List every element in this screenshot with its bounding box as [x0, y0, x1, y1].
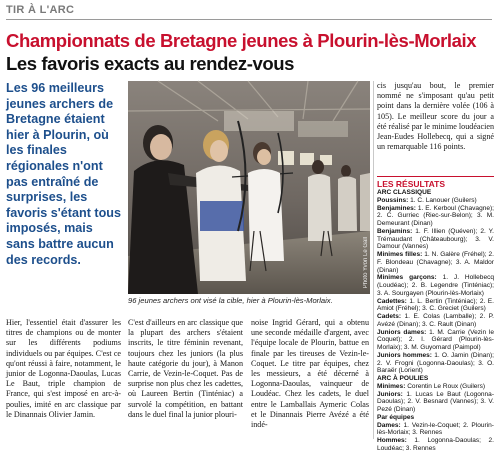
- result-ranking: 1. E. Kerboul (Chavagne); 2. C. Gurriec (Riec-sur-Belon); 3. M. Demeurant (Dinan): [377, 204, 494, 227]
- result-category-label: Benjamins:: [377, 227, 413, 235]
- result-ranking: 1. O. Jamin (Dinan); 2. V. Frogni (Logonna-Daoulas); 3. O. Baraër (Lorient): [377, 351, 494, 375]
- result-entry: [377, 437, 494, 453]
- results-title: LES RÉSULTATS: [377, 176, 494, 189]
- result-category-label: Cadettes:: [377, 297, 407, 305]
- result-entry: [377, 391, 494, 414]
- result-entry: [377, 251, 494, 274]
- results-heading-classique: ARC CLASSIQUE: [377, 189, 432, 196]
- result-ranking: 1. Vezin-le-Coquet; 2. Plourin-lès-Morlaix; 3. Rennes: [377, 421, 494, 437]
- results-classique-list: [377, 197, 494, 375]
- result-entry: [377, 422, 494, 438]
- photo-caption: 96 jeunes archers ont visé la cible, hier à Plourin-lès-Morlaix.: [128, 296, 333, 305]
- results-box: [377, 189, 495, 452]
- results-equipes-list: [377, 422, 494, 453]
- result-category-label: Dames:: [377, 421, 401, 429]
- result-ranking: 1. C. Lanouer (Guilers): [408, 196, 477, 204]
- result-category-label: Minimes:: [377, 382, 406, 390]
- result-entry: [377, 274, 494, 297]
- result-ranking: 1. J. Hollebecq (Loudéac); 2. B. Legendre (Tinténiac); 3. A. Sourgayen (Plourin-lès-Morlaix): [377, 274, 494, 297]
- article-body-column-1: Hier, l'essentiel était d'assurer les titres de champions ou de monter sur les différents podiums individuels ou par équipes. C'est ce qu'ont réussi à faire, notamment, le junior de Logonna-Daoulas, Lucas Le Baut, triple champion de France, qui s'est imposé en arc-à-poulies, imité en arc classique par le Dinannais Olivier Jamin.: [6, 318, 121, 419]
- article-body-column-3: noise Ingrid Gérard, qui a obtenu une seconde médaille d'argent, avec l'équipe locale de Plourin, battue en finale par les tireuses de Vezin-le-Coquet. Le titre par équipes, chez les messieurs, a été décerné à Logonna-Daoulas, vainqueur de Loudéac. Chez les cadets, le duel entre le Lamballais Aymeric Colas et le Dinannais Pierre Avézé a été indé-: [251, 318, 369, 430]
- result-entry: [377, 313, 494, 329]
- result-ranking: 1. E. Colas (Lamballe); 2. P. Avézé (Dinan); 3. C. Rault (Dinan): [377, 313, 494, 328]
- column-divider: [373, 81, 374, 439]
- article-headline: Les favoris exacts au rendez-vous: [6, 53, 295, 74]
- result-entry: [377, 383, 494, 391]
- results-poulies-list: [377, 383, 494, 414]
- result-category-label: Juniors dames:: [377, 328, 427, 336]
- result-category-label: Cadets:: [377, 313, 402, 320]
- result-ranking: 1. L. Bertin (Tinténiac); 2. E. Amiot (Fréhel); 3. C. Greciet (Guilers): [377, 297, 494, 313]
- result-category-label: Poussins:: [377, 196, 409, 204]
- result-category-label: Minimes filles:: [377, 251, 423, 258]
- result-ranking: 1. F. Illien (Quéven); 2. Y. Trémaudant (Châteaubourg); 3. V. Damour (Vannes): [377, 227, 494, 251]
- photo-credit: Photo Yvon Le Gall: [363, 236, 369, 288]
- result-entry: [377, 298, 494, 314]
- result-ranking: 1. M. Carrie (Vezin le Coquet); 2. I. Gérard (Plourin-lès-Morlaix); 3. M. Guyomard (Paimpol): [377, 328, 495, 351]
- result-ranking: 1. Lucas Le Baut (Logonna-Daoulas); 2. V. Besnard (Vannes); 3. V. Pezé (Dinan): [377, 390, 494, 413]
- result-category-label: Juniors hommes:: [377, 351, 432, 359]
- result-category-label: Benjamines:: [377, 204, 416, 212]
- article-photo: [128, 81, 370, 294]
- result-entry: [377, 205, 494, 228]
- result-entry: [377, 352, 494, 375]
- results-heading-poulies: ARC À POULIES: [377, 375, 429, 382]
- article-body-column-4: cis jusqu'au bout, le premier nommé ne s'imposant qu'au petit point dans la dernière volée (106 à 105). Le meilleur score du jour a été réalisé par le minime loudéacien Jean-Eudes Hollebecq, qui a signé un remarquable 116 points.: [377, 81, 494, 152]
- result-ranking: 1. Logonna-Daoulas; 2. Loudéac; 3. Rennes: [377, 437, 494, 452]
- result-entry: [377, 228, 494, 251]
- section-tag: TIR À L'ARC: [6, 3, 492, 20]
- result-entry: [377, 329, 494, 352]
- result-ranking: Corentin Le Roux (Guilers): [405, 382, 486, 390]
- result-category-label: Minimes garçons:: [377, 274, 437, 282]
- result-entry: [377, 197, 494, 205]
- result-category-label: Hommes:: [377, 437, 407, 444]
- archery-hall-illustration: [128, 81, 370, 294]
- result-category-label: Juniors:: [377, 390, 403, 398]
- article-kicker: Championnats de Bretagne jeunes à Plourin-lès-Morlaix: [6, 30, 477, 51]
- results-heading-equipes: Par équipes: [377, 413, 415, 421]
- result-ranking: 1. N. Galère (Fréhel); 2. F. Blondeau (Chavagne); 3. A. Maldor (Dinan): [377, 251, 494, 274]
- article-lead: Les 96 meilleurs jeunes archers de Bretagne étaient hier à Plourin, où les finales régionales n'ont pas entraîné de surprises, les favoris s'étant tous imposés, mais sans battre aucun des records.: [6, 81, 121, 267]
- article-body-column-2: C'est d'ailleurs en arc classique que la plupart des archers s'étaient inscrits, le titre féminin revenant, toujours chez les juniors (la plus haute catégorie du jour), à Manon Carrie, de Vezin-le-Coquet. Pas de surprise non plus chez les cadettes, où Laureen Bertin (Tinténiac) a survolé la compétition, en battant dans le duel final la junior plouri-: [128, 318, 243, 419]
